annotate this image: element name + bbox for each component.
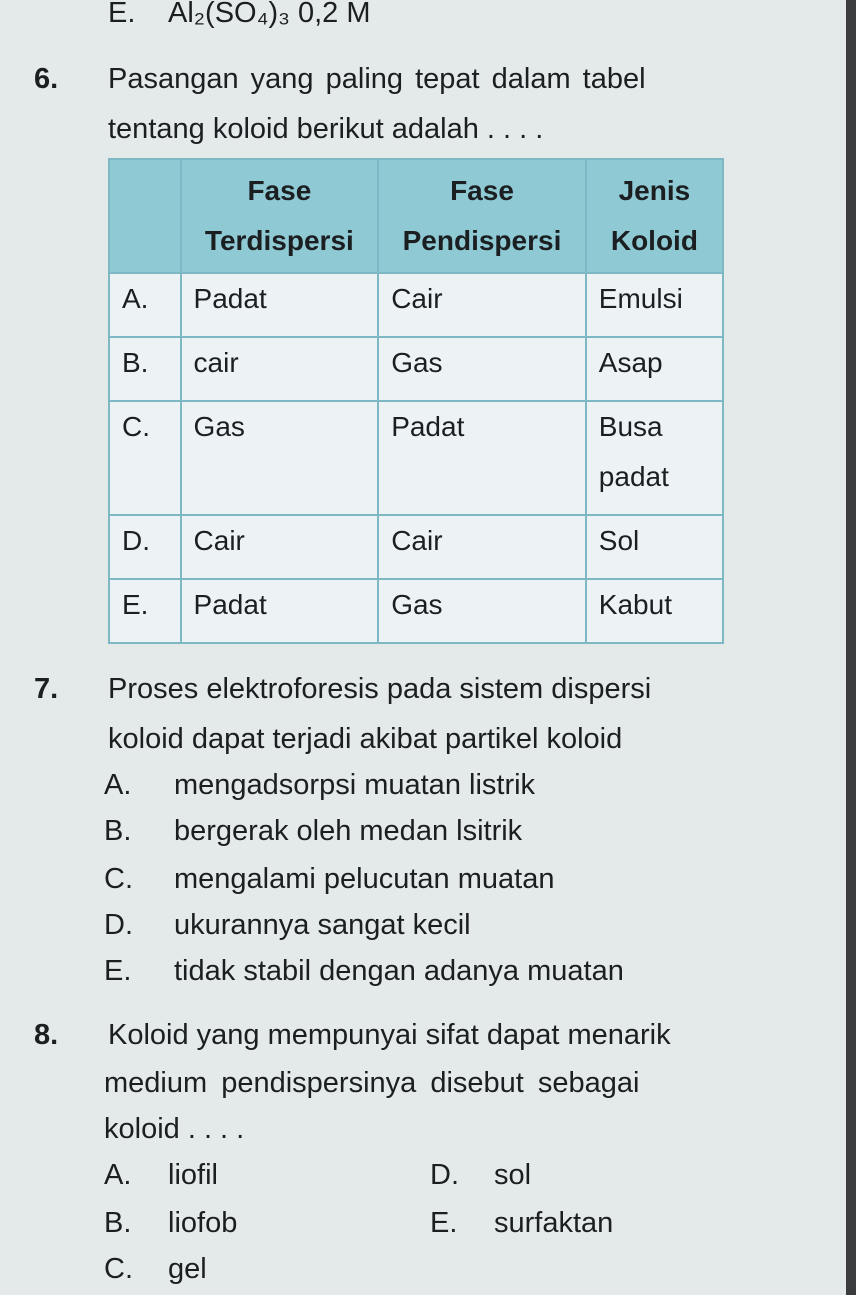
table-row: E. Padat Gas Kabut xyxy=(109,579,723,643)
q8-number: 8. xyxy=(34,1019,59,1051)
table-row: B. cair Gas Asap xyxy=(109,337,723,401)
header-fase-terdispersi: Fase Terdispersi xyxy=(181,159,379,273)
q8-line3: koloid . . . . xyxy=(104,1113,245,1145)
table-row: C. Gas Padat Busa padat xyxy=(109,401,723,515)
q7-option-e: E. tidak stabil dengan adanya muatan xyxy=(104,955,624,987)
q8-option-b: B. liofob xyxy=(104,1207,238,1239)
header-blank xyxy=(109,159,181,273)
q8-option-d: D. sol xyxy=(430,1159,532,1191)
q7-option-c: C. mengalami pelucutan muatan xyxy=(104,863,555,895)
q7-number: 7. xyxy=(34,673,59,705)
q8-option-a: A. liofil xyxy=(104,1159,218,1191)
q6-number: 6. xyxy=(34,63,59,95)
table-row: D. Cair Cair Sol xyxy=(109,515,723,579)
header-fase-pendispersi: Fase Pendispersi xyxy=(378,159,586,273)
prev-option-e: E. Al₂(SO₄)₃ 0,2 M xyxy=(108,0,371,29)
q8-line1: Koloid yang mempunyai sifat dapat menarik xyxy=(108,1019,671,1051)
q7-option-a: A. mengadsorpsi muatan listrik xyxy=(104,769,536,801)
q8-option-c: C. gel xyxy=(104,1253,207,1285)
q7-option-d: D. ukurannya sangat kecil xyxy=(104,909,471,941)
q8-line2: medium pendispersinya disebut sebagai xyxy=(104,1067,640,1099)
koloid-table xyxy=(108,158,724,644)
page-edge-shadow xyxy=(846,0,856,1295)
q7-line2: koloid dapat terjadi akibat partikel koloid xyxy=(108,723,623,755)
q7-line1: Proses elektroforesis pada sistem dispersi xyxy=(108,673,652,705)
q7-option-b: B. bergerak oleh medan lsitrik xyxy=(104,815,523,847)
q6-line1: Pasangan yang paling tepat dalam tabel xyxy=(108,63,646,95)
q8-option-e: E. surfaktan xyxy=(430,1207,614,1239)
table-row: A. Padat Cair Emulsi xyxy=(109,273,723,337)
table-header-row xyxy=(109,159,723,273)
q6-line2: tentang koloid berikut adalah . . . . xyxy=(108,113,544,145)
header-jenis-koloid: Jenis Koloid xyxy=(586,159,723,273)
